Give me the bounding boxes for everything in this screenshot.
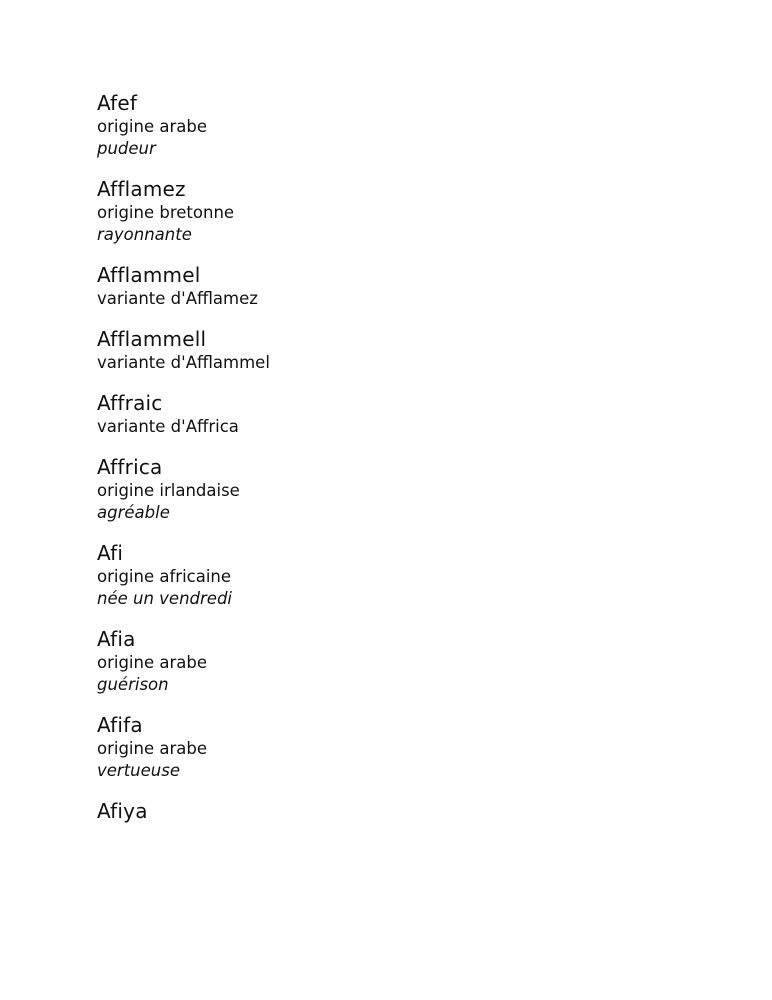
entry-origin: origine arabe (97, 117, 208, 136)
entry-meaning: agréable (97, 503, 170, 522)
entry-afifa (97, 713, 737, 782)
entry-afia (97, 627, 737, 696)
entry-afi (97, 541, 737, 610)
entry-name: Afflammel (97, 263, 201, 287)
entry-affrica (97, 455, 737, 524)
entry-afflamez (97, 177, 737, 246)
entry-meaning: guérison (97, 675, 169, 694)
entry-origin: origine irlandaise (97, 481, 240, 500)
entry-origin: variante d'Afflamez (97, 289, 258, 308)
entry-meaning: née un vendredi (97, 589, 233, 608)
entry-origin: variante d'Affrica (97, 417, 239, 436)
entry-afef (97, 91, 737, 160)
entry-name: Afflamez (97, 177, 186, 201)
entry-name: Afiya (97, 799, 148, 823)
entry-meaning: vertueuse (97, 761, 180, 780)
entry-name: Afia (97, 627, 136, 651)
entry-name: Afifa (97, 713, 143, 737)
entry-name: Afef (97, 91, 138, 115)
entry-afflammel (97, 263, 737, 310)
entry-name: Afi (97, 541, 124, 565)
entry-name: Affrica (97, 455, 163, 479)
entry-name: Affraic (97, 391, 163, 415)
entry-name: Afflammell (97, 327, 207, 351)
entry-origin: origine arabe (97, 653, 208, 672)
entry-afflammell (97, 327, 737, 374)
entry-meaning: pudeur (97, 139, 156, 158)
name-list (97, 91, 737, 841)
entry-affraic (97, 391, 737, 438)
entry-afiya (97, 799, 737, 824)
entry-meaning: rayonnante (97, 225, 192, 244)
entry-origin: origine bretonne (97, 203, 235, 222)
entry-origin: variante d'Afflammel (97, 353, 270, 372)
entry-origin: origine arabe (97, 739, 208, 758)
entry-origin: origine africaine (97, 567, 232, 586)
